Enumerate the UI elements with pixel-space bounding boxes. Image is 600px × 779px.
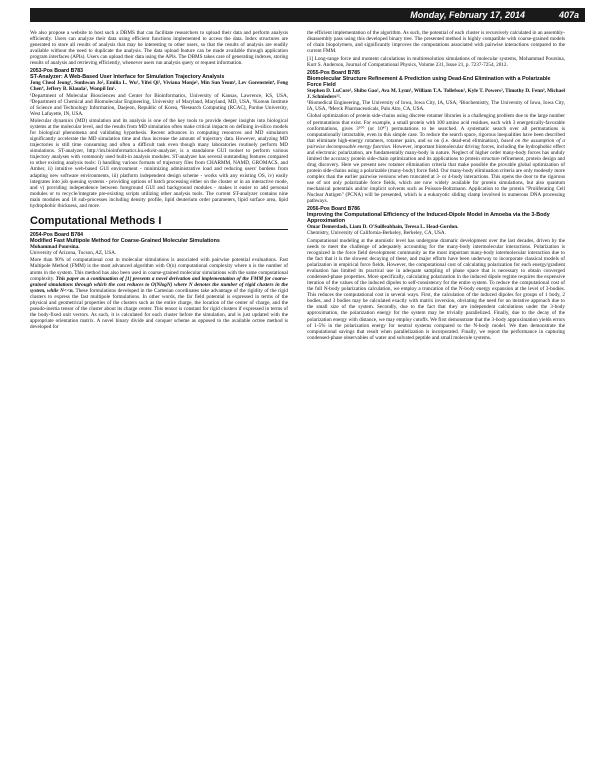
abstract-authors: Jong Cheol Jeong¹, Sunhwan Jo², Emilia L. Wu¹, Yifei Qi¹, Viviana Monje², Min Sun Yeom³, Lev Gorenstein⁴, Feng Chen⁴, Jeffery B. Klauda², Wonpil Im¹.: [30, 80, 288, 93]
left-column: [30, 30, 288, 331]
page-header: [30, 8, 585, 22]
body-text: More than 90% of computational cost in molecular simulations is associated with pairwise potential evaluations. Fast Multipole Method (FMM) is the most advanced algorithm with O(n) computational complexity where n is the number of atoms in the system. This method has also been used in coarse-grained molecular simulations with the same computational complexity.: [30, 257, 288, 282]
italic-text: based on the assumption of a pairwise decomposable energy function.: [307, 137, 565, 150]
abstract-id: 2053-Pos Board B783: [30, 68, 84, 75]
abstract-2055: [307, 70, 565, 205]
right-column: [307, 30, 565, 342]
abstract-body: [307, 113, 565, 204]
abstract-affiliations: ¹Department of Molecular Biosciences and Center for Bioinformatics, University of Kansas, Lawrence, KS, USA, ²Department of Chemical and Biomolecular Engineering, University of Maryland, Maryland, MD, USA, ³Korean Institute of Science and Technology Information, Daejeon, Republic of Korea, ⁴Research Computing (RCAC), Purdue University, West Lafayette, IN, USA.: [30, 92, 288, 117]
abstract-2056: [307, 206, 565, 341]
abstract-2053: [30, 68, 288, 209]
reference: [1] Long-range force and moment calculations in multiresolution simulations of molecular systems, Mohammad Poursina, Kurt S. Anderson, Journal of Computational Physics, Volume 231, Issue 21, p. 7237-7254, 2012.: [307, 55, 565, 68]
abstract-affiliations: Chemistry, University of California-Berkeley, Berkeley, CA, USA.: [307, 230, 446, 237]
body-text: However, important biomolecular driving forces, including the hydrophobic effect and electronic polarization, are fundamentally many-body in nature. Neglect of higher order many-body forces has unduly limited the accuracy protein side-chain optimization and its applications to protein structure refinement, protein design and drug discovery. Here we present new rotamer elimination criteria that make possible the provable global optimization of protein side-chains using a polarizable (many-body) force field. Our many-body elimination criteria are only modestly more complex than the earlier pairwise versions when truncated at 3- or 4-body interactions. This opens the door to the rigorous use of not only polarizable force fields, which are now widely available for protein simulations, but also quantum mechanical potentials and/or implicit solvents such as Poisson-Boltzmann. Application to the protein "Proliferating Cell Nuclear Antigen" (PCNA) will be presented, which is a eukaryotic sliding clamp involved in numerous DNA processing pathways.: [307, 143, 566, 205]
abstract-id: 2054-Pos Board B784: [30, 231, 84, 238]
header-date: Monday, February 17, 2014: [410, 10, 525, 20]
abstract-authors: Stephen D. LuCore¹, Shibo Gao¹, Ava M. Lynn¹, William T.A. Tollefson¹, Kyle T. Powers², Timothy D. Fenn³, Michael J. Schnieders¹².: [307, 87, 565, 100]
abstract-body: [30, 257, 288, 330]
abstract-id: 2055-Pos Board B785: [307, 69, 361, 76]
abstract-title: Improving the Computational Efficiency of the Induced-Dipole Model in Amoeba via the 3-Body Approximation: [307, 212, 550, 225]
section-title: Computational Methods I: [30, 215, 288, 230]
page-number: 407a: [558, 10, 579, 20]
emphasized-text: This paper as a continuation of [1] presents a novel derivation and implementation of the FMM for coarse-grained simulations through which the cost reduces to O(NlogN) where N denotes the number of rigid clusters in the system, while N<<n.: [30, 275, 288, 294]
abstract-title: Modified Fast Multipole Method for Coarse-Grained Molecular Simulations: [30, 237, 220, 244]
abstract-affiliations: University of Arizona, Tucson, AZ, USA.: [30, 249, 117, 256]
abstract-authors: Mohammad Poursina.: [30, 243, 80, 250]
body-text: These formulations developed in the Cartesian coordinates take advantage of the rigidity of the rigid clusters to express the fast multipole formulations. In other words, the far field potential is expressed in terms of the physical and geometrical properties of the clusters such as the entire charge, the location of the center of charge, and the pseudo-inertia tensor of the cluster about its charge center. This tensor is constant for rigid clusters if expressed in terms of the body-fixed unit vectors. As such, it is calculated for each cluster before the simulation, and is just updated with the appropriate orientation matrix. A novel binary divide and conquer scheme as opposed to the available octree method is developed for: [30, 287, 288, 330]
abstract-body: Molecular dynamics (MD) simulation and its analysis is one of the key tools to provide deeper insights into biological systems at the molecular level, and the results from MD simulation often make critical impacts on defining in-silico models for biological phenomena and validating hypothesis. Recent advances in computing resources and MD simulators significantly accelerate the MD simulation time and thus increase the amount of trajectory data. However, analyzing MD trajectories is still time consuming and often a difficult task even though many laboratories routinely perform MD simulations. ST-analyzer, http://im.bioinformatics.ku.edu/st-analyzer, is a standalone GUI toolset to perform various trajectory analyses with commonly used built-in analysis modules. ST-analyzer has several outstanding features compared to other existing analysis tools: i) handling various formats of trajectory files from CHARMM, NAMD, GROMACS, and Amber, ii) intuitive web-based GUI environment - minimizing administrative load and reducing users' burdens from adapting new software environments, iii) platform independent design scheme - works with any existing OS, iv) easily integrates into job queuing systems - providing options of batch processing either on the cluster or in an interactive mode, and v) providing independence between foreground GUI and background modules - makes it easier to add personal modules or to recycle/integrate pre-existing scripts utilizing other analysis tools. The current ST-analyzer contains nine main modules and 18 sub-processes including density profile, lipid deuterium order parameters, lipid surface area, lipid hydrophobic thickness, and more.: [30, 118, 288, 209]
abstract-title: ST-Analyzer: A Web-Based User Interface for Simulation Trajectory Analysis: [30, 74, 225, 81]
abstract-id: 2056-Pos Board B786: [307, 206, 361, 213]
abstract-authors: Omar Demerdash, Liam D. O'Suilleabhain, Teresa L. Head-Gordon.: [307, 224, 459, 231]
continued-abstract-text: the efficient implementation of the algorithm. As such, the potential of each cluster is recursively calculated in an assembly-disassembly pass using this developed binary tree. The presented method is highly compatible with coarse-grained models of chain biopolymers, and significantly improves the computations associated with pairwise interactions compared to the current FMM.: [307, 30, 565, 55]
continued-abstract-text: We also propose a website to host such a DBMS that can facilitate researchers to upload their data and perform analysis efficiently. Users can analyze their data using efficient functions implemented to access the data. Index structures are generated to store all results of analysis that may be interesting to other users, so that the results of analysis are readily available without the need to duplicate the analysis. The data upload feature can be made available through application program interfaces (APIs). Users can upload their data using the APIs. The DBMS takes care of generating indexes, storing results of analysis and retrieving efficiently, whenever users run analysis query or request information.: [30, 30, 288, 67]
body-text: Global optimization of protein side-chains using discrete rotamer libraries is a challenging problem due to the large number of permutations that exist. For example, a small protein with 100 amino acid residues, each with 3 energetically-favorable conformations, gives 3¹⁰⁰ (or 10⁴⁷) permutations to be searched. A systematic search over all permutations is computationally intractable, even in this simple case. To reduce the search space, rigorous inequalities have been described that eliminate high-energy rotamers, rotamer pairs, and so on (i.e. dead-end elimination),: [307, 113, 565, 144]
abstract-title: Biomolecular Structure Refinement & Prediction using Dead-End Elimination with a Polarizable Force Field: [307, 75, 551, 88]
abstract-affiliations: ¹Biomedical Engineering, The University of Iowa, Iowa City, IA, USA, ²Biochemistry, The University of Iowa, Iowa City, IA, USA, ³Merck Pharmaceuticals, Palo Alto, CA, USA.: [307, 100, 565, 113]
abstract-2054: [30, 232, 288, 330]
abstract-body: Computational modeling at the atomistic level has undergone dramatic development over the last decades, driven by the needs to meet the challenge of adequately accounting for the many-body intermolecular interactions. Polarization is recognized in the force field development community as the most important many-body intermolecular interaction due to the fact that it is the slowest decaying of these, and major efforts have been underway to incorporate classical models of polarization in empirical force fields. However, the computational cost of calculating polarization for each energy/gradient evaluation has limited its practical use in adequate sampling of phase space that is necessary to obtain converged condensed-phase properties. More specifically, calculating polarization in the induced dipole regime requires the expensive iteration of the values of the induced dipoles to self-consistency for the entire system. To reduce the computational cost of the full N-body polarization calculation, we employ a truncation of the N-body energy expansion at the level of 3-bodies. This reduces the computational cost in several ways. First, the calculation of the induced dipoles for groups of 1 body, 2 bodies, and 3 bodies may be calculated exactly with matrix inversion, obviating the need for an iterative approach due to the small size of the system. Secondly, due to the fact that they are independent calculations under the 3-body approximation, the polarization energy for the system may be trivially parallelized. Finally, due to the decay of the polarization energy with distance, we may employ cutoffs. We first demonstrate that the 3-body approximation yields errors of 1-5% in the polarization energy for neutral systems compared to the N-body model. We then demonstrate the computational savings that result when parallelization is incorporated. Finally, we report the performance in capturing condensed-phase observables of water and solvated peptide and small molecule systems.: [307, 237, 565, 341]
